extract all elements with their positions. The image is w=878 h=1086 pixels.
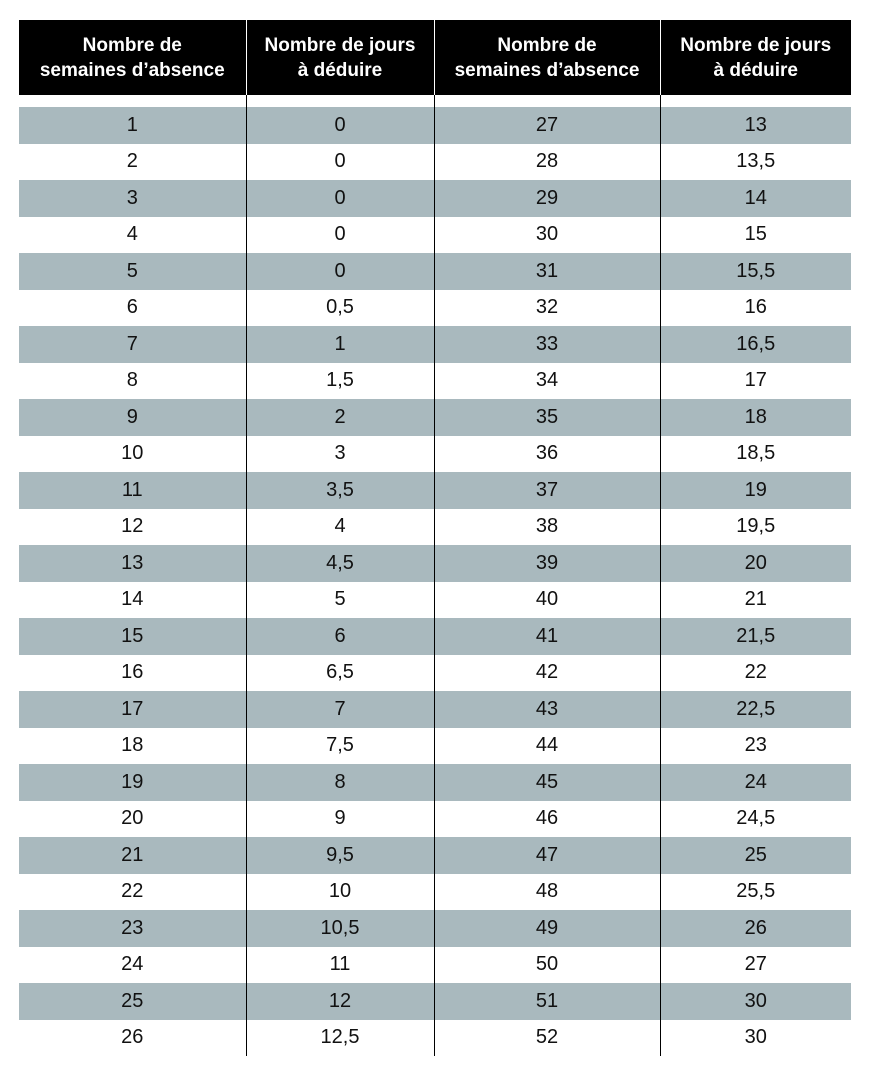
table-row (19, 363, 851, 400)
weeks-cell: 37 (434, 472, 660, 509)
days-cell: 14 (660, 180, 851, 217)
days-cell: 6,5 (246, 655, 434, 692)
days-cell: 9 (246, 801, 434, 838)
days-cell: 4,5 (246, 545, 434, 582)
table-row (19, 874, 851, 911)
table-row (19, 399, 851, 436)
weeks-cell: 10 (19, 436, 246, 473)
days-cell: 12,5 (246, 1020, 434, 1057)
weeks-cell: 1 (19, 107, 246, 144)
table-row (19, 217, 851, 254)
spacer-cell (660, 95, 851, 107)
days-cell: 30 (660, 1020, 851, 1057)
weeks-cell: 20 (19, 801, 246, 838)
days-cell: 0 (246, 144, 434, 181)
weeks-cell: 13 (19, 545, 246, 582)
table-row (19, 728, 851, 765)
days-cell: 1 (246, 326, 434, 363)
table-row (19, 144, 851, 181)
days-cell: 13,5 (660, 144, 851, 181)
days-cell: 6 (246, 618, 434, 655)
days-cell: 19 (660, 472, 851, 509)
table-row (19, 910, 851, 947)
table-row (19, 545, 851, 582)
weeks-cell: 36 (434, 436, 660, 473)
days-cell: 15 (660, 217, 851, 254)
weeks-cell: 34 (434, 363, 660, 400)
days-cell: 21,5 (660, 618, 851, 655)
weeks-cell: 4 (19, 217, 246, 254)
days-cell: 16 (660, 290, 851, 327)
weeks-cell: 6 (19, 290, 246, 327)
weeks-cell: 44 (434, 728, 660, 765)
days-cell: 19,5 (660, 509, 851, 546)
weeks-cell: 9 (19, 399, 246, 436)
days-cell: 21 (660, 582, 851, 619)
weeks-cell: 23 (19, 910, 246, 947)
weeks-cell: 46 (434, 801, 660, 838)
weeks-cell: 21 (19, 837, 246, 874)
weeks-cell: 38 (434, 509, 660, 546)
days-cell: 1,5 (246, 363, 434, 400)
weeks-cell: 27 (434, 107, 660, 144)
table-row (19, 436, 851, 473)
weeks-cell: 32 (434, 290, 660, 327)
weeks-cell: 14 (19, 582, 246, 619)
table-row (19, 691, 851, 728)
days-cell: 23 (660, 728, 851, 765)
weeks-cell: 39 (434, 545, 660, 582)
weeks-cell: 7 (19, 326, 246, 363)
table-row (19, 618, 851, 655)
table-row (19, 983, 851, 1020)
weeks-cell: 33 (434, 326, 660, 363)
weeks-cell: 51 (434, 983, 660, 1020)
header-line: à déduire (297, 59, 383, 81)
days-cell: 25,5 (660, 874, 851, 911)
weeks-cell: 17 (19, 691, 246, 728)
data-table (19, 20, 851, 1056)
weeks-cell: 52 (434, 1020, 660, 1057)
table-row (19, 509, 851, 546)
days-cell: 27 (660, 947, 851, 984)
header-line: à déduire (713, 59, 798, 81)
table-row (19, 472, 851, 509)
days-cell: 24 (660, 764, 851, 801)
header-line: semaines d’absence (39, 59, 225, 81)
weeks-cell: 15 (19, 618, 246, 655)
table-body (19, 95, 851, 1056)
header-weeks-absence-2 (434, 20, 660, 95)
table-row (19, 1020, 851, 1057)
header-days-deduct-2 (660, 20, 851, 95)
days-cell: 17 (660, 363, 851, 400)
weeks-cell: 43 (434, 691, 660, 728)
table-row (19, 107, 851, 144)
weeks-cell: 5 (19, 253, 246, 290)
weeks-cell: 50 (434, 947, 660, 984)
header-line: Nombre de jours (264, 34, 416, 56)
table-row (19, 764, 851, 801)
days-cell: 0 (246, 107, 434, 144)
weeks-cell: 11 (19, 472, 246, 509)
days-cell: 25 (660, 837, 851, 874)
weeks-cell: 30 (434, 217, 660, 254)
table-row (19, 655, 851, 692)
weeks-cell: 28 (434, 144, 660, 181)
weeks-cell: 25 (19, 983, 246, 1020)
weeks-cell: 35 (434, 399, 660, 436)
days-cell: 22,5 (660, 691, 851, 728)
table-row (19, 801, 851, 838)
header-line: semaines d’absence (454, 59, 640, 81)
table-row (19, 180, 851, 217)
spacer-row (19, 95, 851, 107)
header-row (19, 20, 851, 95)
weeks-cell: 12 (19, 509, 246, 546)
absence-deduction-table (19, 20, 851, 1056)
days-cell: 9,5 (246, 837, 434, 874)
weeks-cell: 8 (19, 363, 246, 400)
days-cell: 3,5 (246, 472, 434, 509)
days-cell: 22 (660, 655, 851, 692)
days-cell: 0,5 (246, 290, 434, 327)
table-row (19, 947, 851, 984)
weeks-cell: 16 (19, 655, 246, 692)
days-cell: 24,5 (660, 801, 851, 838)
weeks-cell: 19 (19, 764, 246, 801)
weeks-cell: 40 (434, 582, 660, 619)
weeks-cell: 47 (434, 837, 660, 874)
days-cell: 20 (660, 545, 851, 582)
days-cell: 18,5 (660, 436, 851, 473)
days-cell: 10 (246, 874, 434, 911)
days-cell: 7,5 (246, 728, 434, 765)
table-header (19, 20, 851, 95)
header-days-deduct-1 (246, 20, 434, 95)
days-cell: 30 (660, 983, 851, 1020)
days-cell: 0 (246, 180, 434, 217)
header-line: Nombre de (82, 34, 182, 56)
days-cell: 10,5 (246, 910, 434, 947)
days-cell: 0 (246, 253, 434, 290)
days-cell: 8 (246, 764, 434, 801)
table-row (19, 837, 851, 874)
spacer-cell (246, 95, 434, 107)
days-cell: 11 (246, 947, 434, 984)
days-cell: 13 (660, 107, 851, 144)
weeks-cell: 29 (434, 180, 660, 217)
weeks-cell: 41 (434, 618, 660, 655)
weeks-cell: 31 (434, 253, 660, 290)
weeks-cell: 18 (19, 728, 246, 765)
weeks-cell: 22 (19, 874, 246, 911)
spacer-cell (434, 95, 660, 107)
weeks-cell: 45 (434, 764, 660, 801)
table-row (19, 326, 851, 363)
header-weeks-absence-1 (19, 20, 246, 95)
table-row (19, 582, 851, 619)
days-cell: 2 (246, 399, 434, 436)
days-cell: 0 (246, 217, 434, 254)
days-cell: 18 (660, 399, 851, 436)
days-cell: 16,5 (660, 326, 851, 363)
weeks-cell: 3 (19, 180, 246, 217)
days-cell: 5 (246, 582, 434, 619)
weeks-cell: 26 (19, 1020, 246, 1057)
header-line: Nombre de (497, 34, 597, 56)
weeks-cell: 49 (434, 910, 660, 947)
spacer-cell (19, 95, 246, 107)
table-row (19, 253, 851, 290)
days-cell: 3 (246, 436, 434, 473)
days-cell: 4 (246, 509, 434, 546)
days-cell: 7 (246, 691, 434, 728)
table-row (19, 290, 851, 327)
days-cell: 15,5 (660, 253, 851, 290)
weeks-cell: 42 (434, 655, 660, 692)
header-line: Nombre de jours (680, 34, 832, 56)
weeks-cell: 2 (19, 144, 246, 181)
days-cell: 12 (246, 983, 434, 1020)
days-cell: 26 (660, 910, 851, 947)
weeks-cell: 48 (434, 874, 660, 911)
weeks-cell: 24 (19, 947, 246, 984)
